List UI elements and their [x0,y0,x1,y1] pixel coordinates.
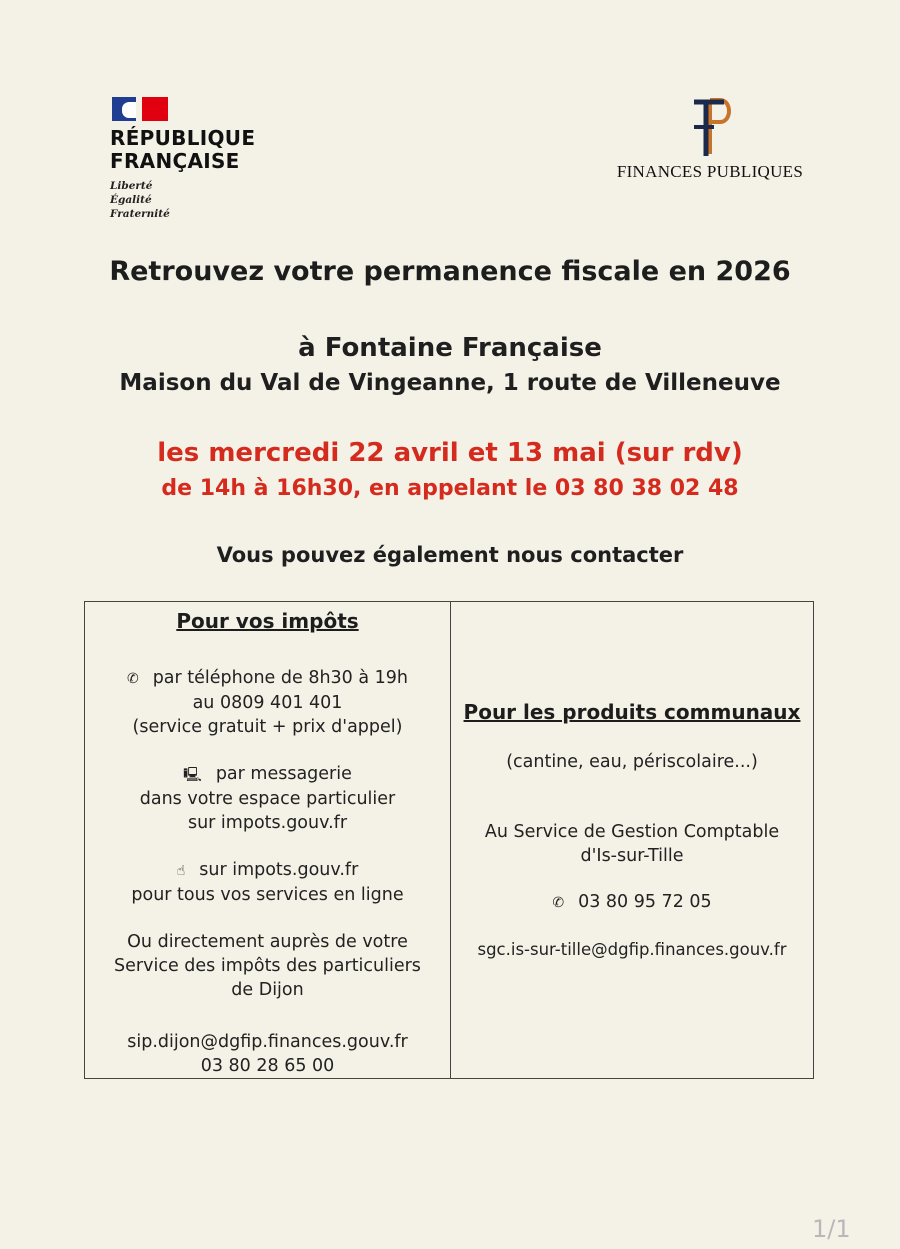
computer-icon: 🖳 [183,767,202,783]
impots-tel: 03 80 28 65 00 [200,1056,335,1076]
messagerie-line3: sur impots.gouv.fr [187,813,348,833]
republique-name [110,127,310,173]
finances-publiques-logo [600,94,820,182]
direct-line3: de Dijon [231,980,304,1000]
place-address: Maison du Val de Vingeanne, 1 route de Villeneuve [119,370,781,396]
page-indicator: 1/1 [812,1215,851,1243]
sgc-service-block [451,820,813,868]
impots-messagerie-block [85,762,450,835]
impots-direct-block [85,930,450,1002]
sgc-line2: d'Is-sur-Tille [580,846,684,866]
impots-email: sip.dijon@dgfip.finances.gouv.fr [127,1032,408,1052]
impots-phone-line1: par téléphone de 8h30 à 19h [152,668,409,688]
sgc-line1: Au Service de Gestion Comptable [484,822,780,842]
permanence-dates: les mercredi 22 avril et 13 mai (sur rdv) [157,438,743,468]
permanence-hours: de 14h à 16h30, en appelant le 03 80 38 02 48 [161,476,739,501]
impots-contact-block [85,1030,450,1078]
online-line1: sur impots.gouv.fr [199,860,359,880]
phone-icon: ✆ [552,895,565,911]
communaux-subtitle: (cantine, eau, périscolaire...) [506,752,758,772]
direct-line1: Ou directement auprès de votre [127,932,408,952]
republique-francaise-logo [110,97,310,221]
impots-title: Pour vos impôts [176,609,359,633]
messagerie-line1: par messagerie [215,764,352,784]
republique-line2: FRANÇAISE [110,149,240,173]
page-title: Retrouvez votre permanence fiscale en 2026 [109,256,791,287]
impots-column [85,602,451,1078]
republique-line1: RÉPUBLIQUE [110,126,256,150]
contact-heading: Vous pouvez également nous contacter [216,543,684,567]
french-flag-icon [112,97,170,121]
impots-phone-note: (service gratuit + prix d'appel) [132,717,403,737]
direct-line2: Service des impôts des particuliers [114,956,421,976]
motto-fraternite: Fraternité [110,208,170,220]
mouse-click-icon: ☝ [176,863,186,879]
motto-egalite: Égalité [110,194,152,206]
place-town: à Fontaine Française [298,333,602,363]
republique-motto [110,179,310,221]
finances-publiques-label: FINANCES PUBLIQUES [616,162,804,181]
sgc-tel: 03 80 95 72 05 [578,892,712,912]
impots-phone-block [85,666,450,739]
phone-icon: ✆ [126,671,139,687]
fp-monogram-icon [680,94,740,160]
messagerie-line2: dans votre espace particulier [139,789,396,809]
impots-online-block [85,858,450,907]
online-line2: pour tous vos services en ligne [131,885,404,905]
communaux-column [451,602,813,1078]
motto-liberte: Liberté [110,180,153,192]
sgc-phone-block [451,890,813,915]
impots-phone-number: au 0809 401 401 [192,693,343,713]
sgc-email: sgc.is-sur-tille@dgfip.finances.gouv.fr [477,940,787,959]
communaux-title: Pour les produits communaux [463,700,801,724]
contact-table [84,601,814,1079]
